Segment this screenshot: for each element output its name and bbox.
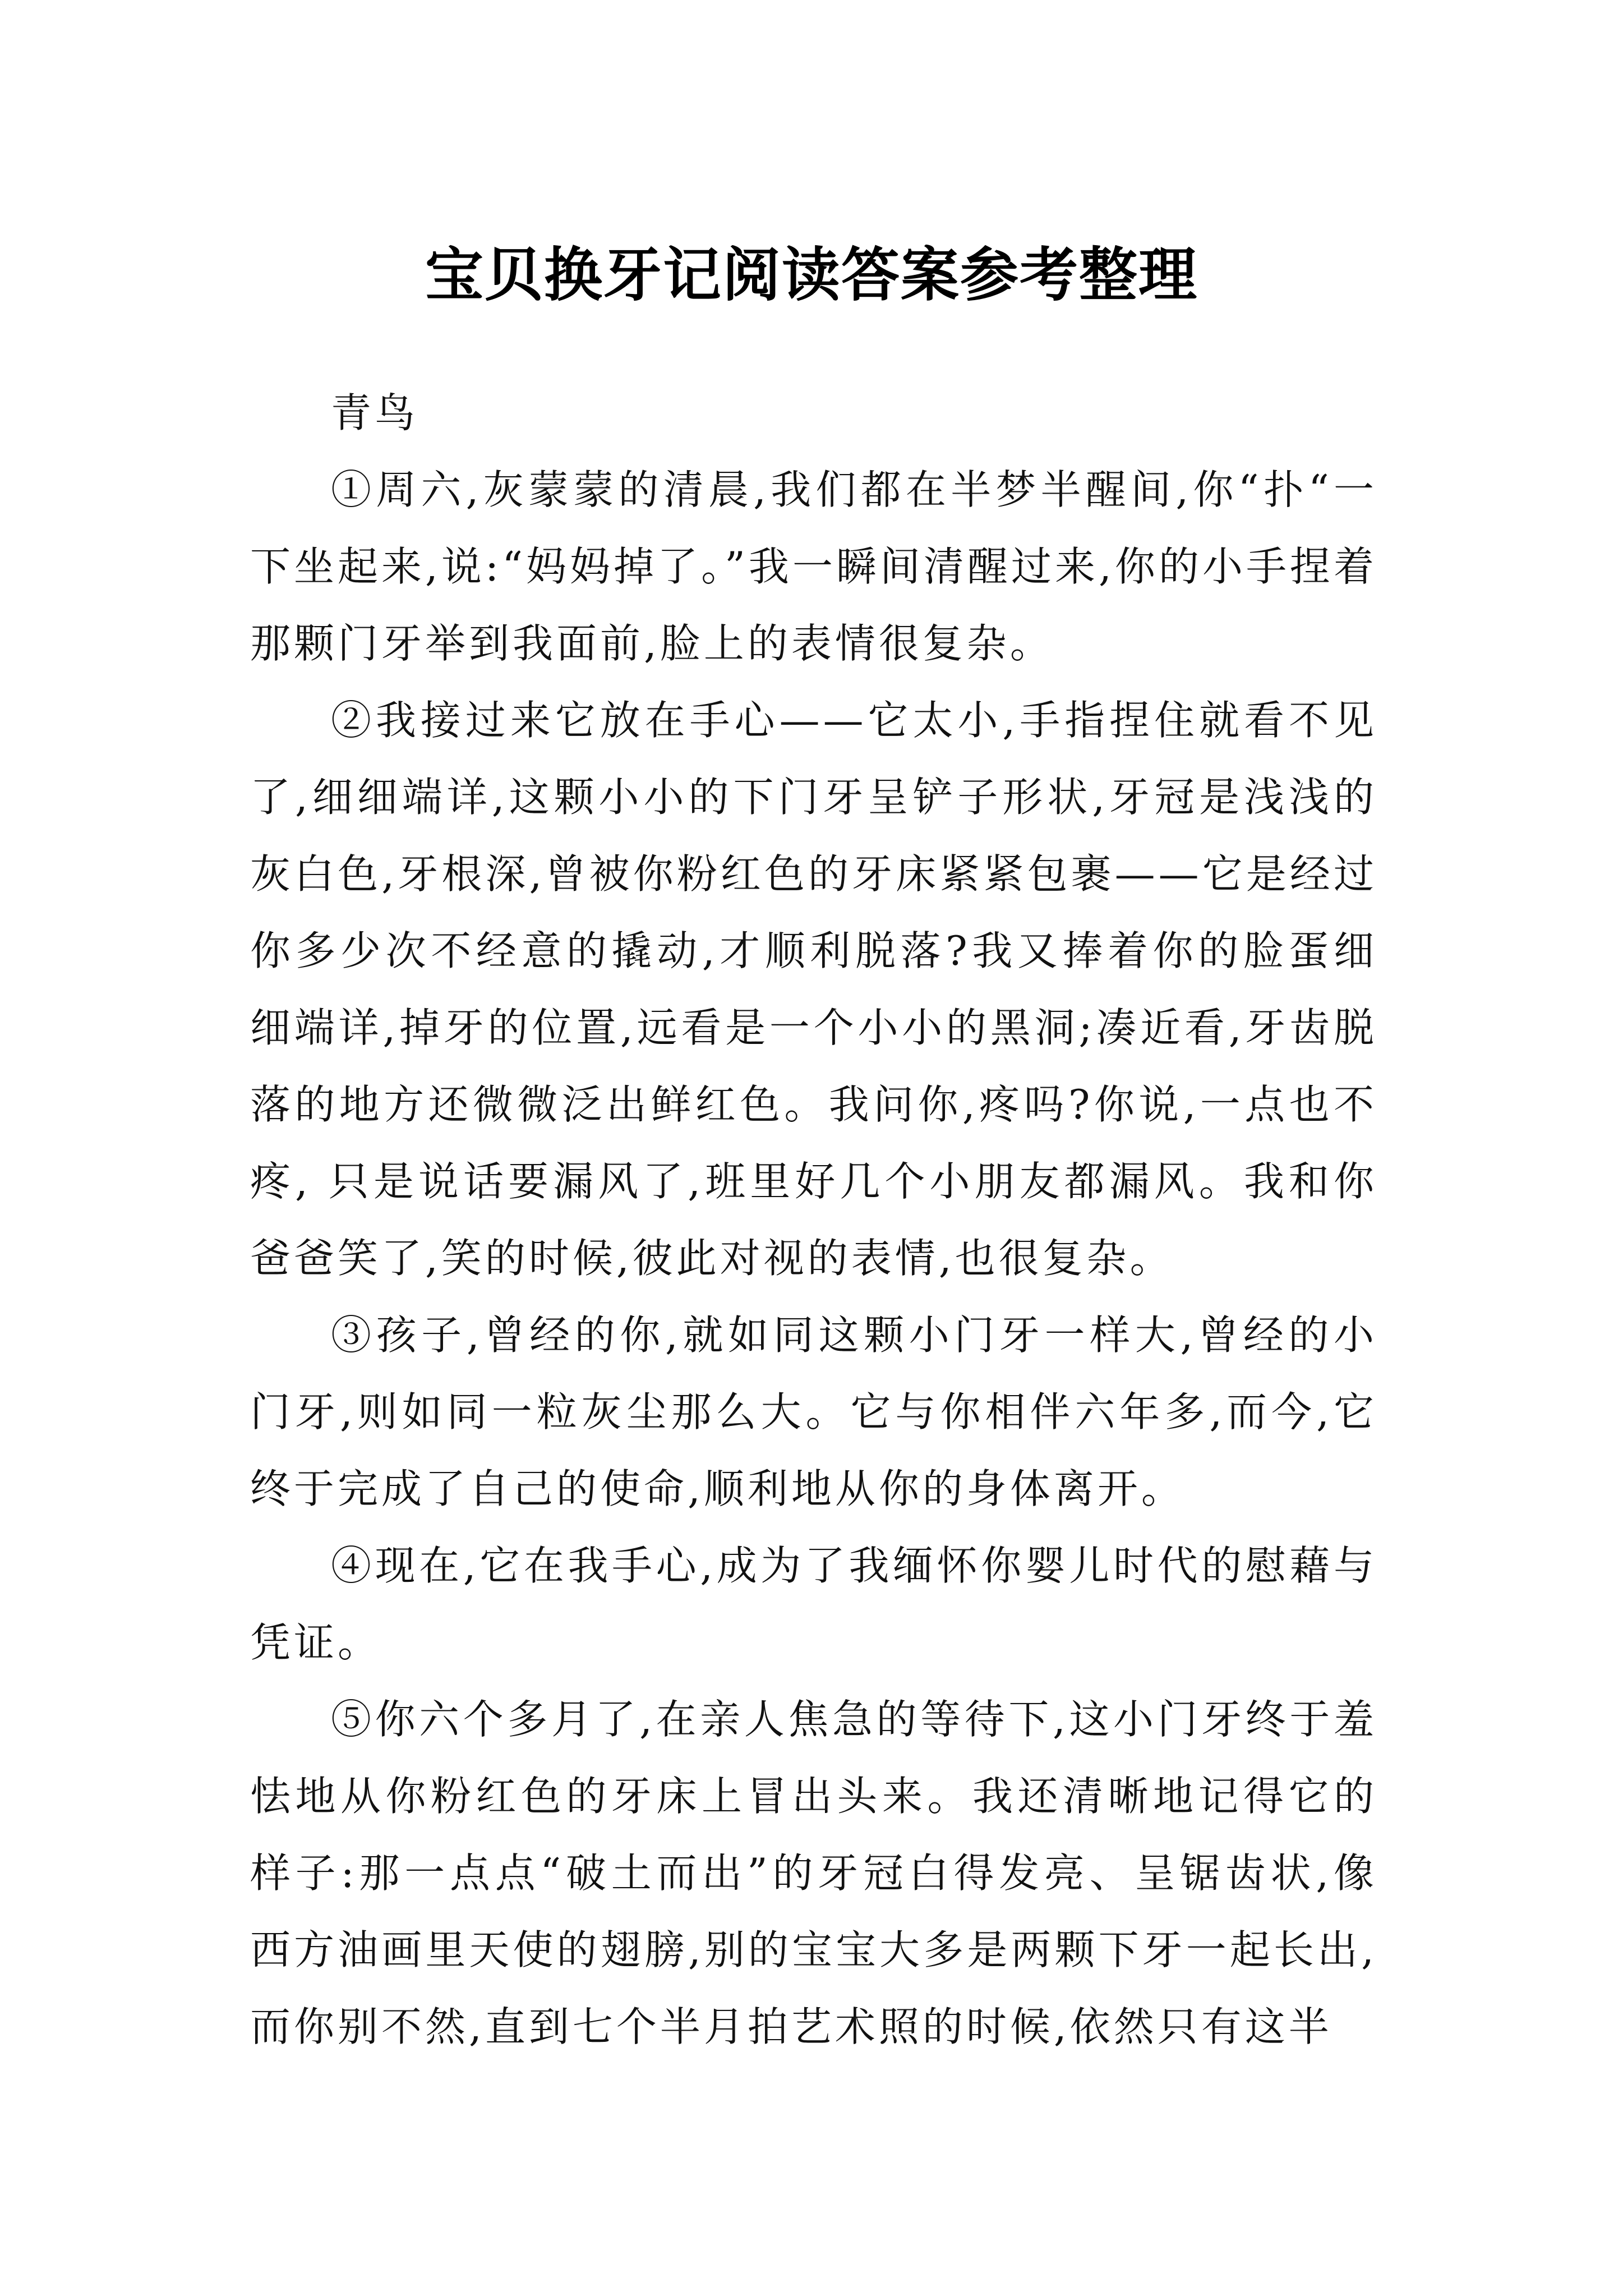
paragraph-4: ④现在,它在我手心,成为了我缅怀你婴儿时代的慰藉与凭证。 [250, 1542, 1377, 1666]
document-body [250, 375, 1377, 2065]
author-line: 青鸟 [331, 389, 419, 436]
paragraph-3: ③孩子,曾经的你,就如同这颗小门牙一样大,曾经的小门牙,则如同一粒灰尘那么大。它与你相伴六年多,而今,它终于完成了自己的使命,顺利地从你的身体离开。 [250, 1312, 1377, 1512]
paragraph-5: ⑤你六个多月了,在亲人焦急的等待下,这小门牙终于羞怯地从你粉红色的牙床上冒出头来。我还清晰地记得它的样子:那一点点“破土而出”的牙冠白得发亮、呈锯齿状,像西方油画里天使的翅膀,别的宝宝大多是两颗下牙一起长出,而你别不然,直到七个半月拍艺术照的时候,依然只有这半 [250, 1696, 1377, 2050]
paragraph-1: ①周六,灰蒙蒙的清晨,我们都在半梦半醒间,你“扑“一下坐起来,说:“妈妈掉了。”我一瞬间清醒过来,你的小手捏着那颗门牙举到我面前,脸上的表情很复杂。 [250, 466, 1377, 667]
paragraph-2: ②我接过来它放在手心——它太小,手指捏住就看不见了,细细端详,这颗小小的下门牙呈铲子形状,牙冠是浅浅的灰白色,牙根深,曾被你粉红色的牙床紧紧包裹——它是经过你多少次不经意的撬动,才顺利脱落?我又捧着你的脸蛋细细端详,掉牙的位置,远看是一个小小的黑洞;凑近看,牙齿脱落的地方还微微泛出鲜红色。我问你,疼吗?你说,一点也不疼, 只是说话要漏风了,班里好几个小朋友都漏风。我和你爸爸笑了,笑的时候,彼此对视的表情,也很复杂。 [250, 697, 1377, 1282]
document-title: 宝贝换牙记阅读答案参考整理 [425, 240, 1198, 309]
